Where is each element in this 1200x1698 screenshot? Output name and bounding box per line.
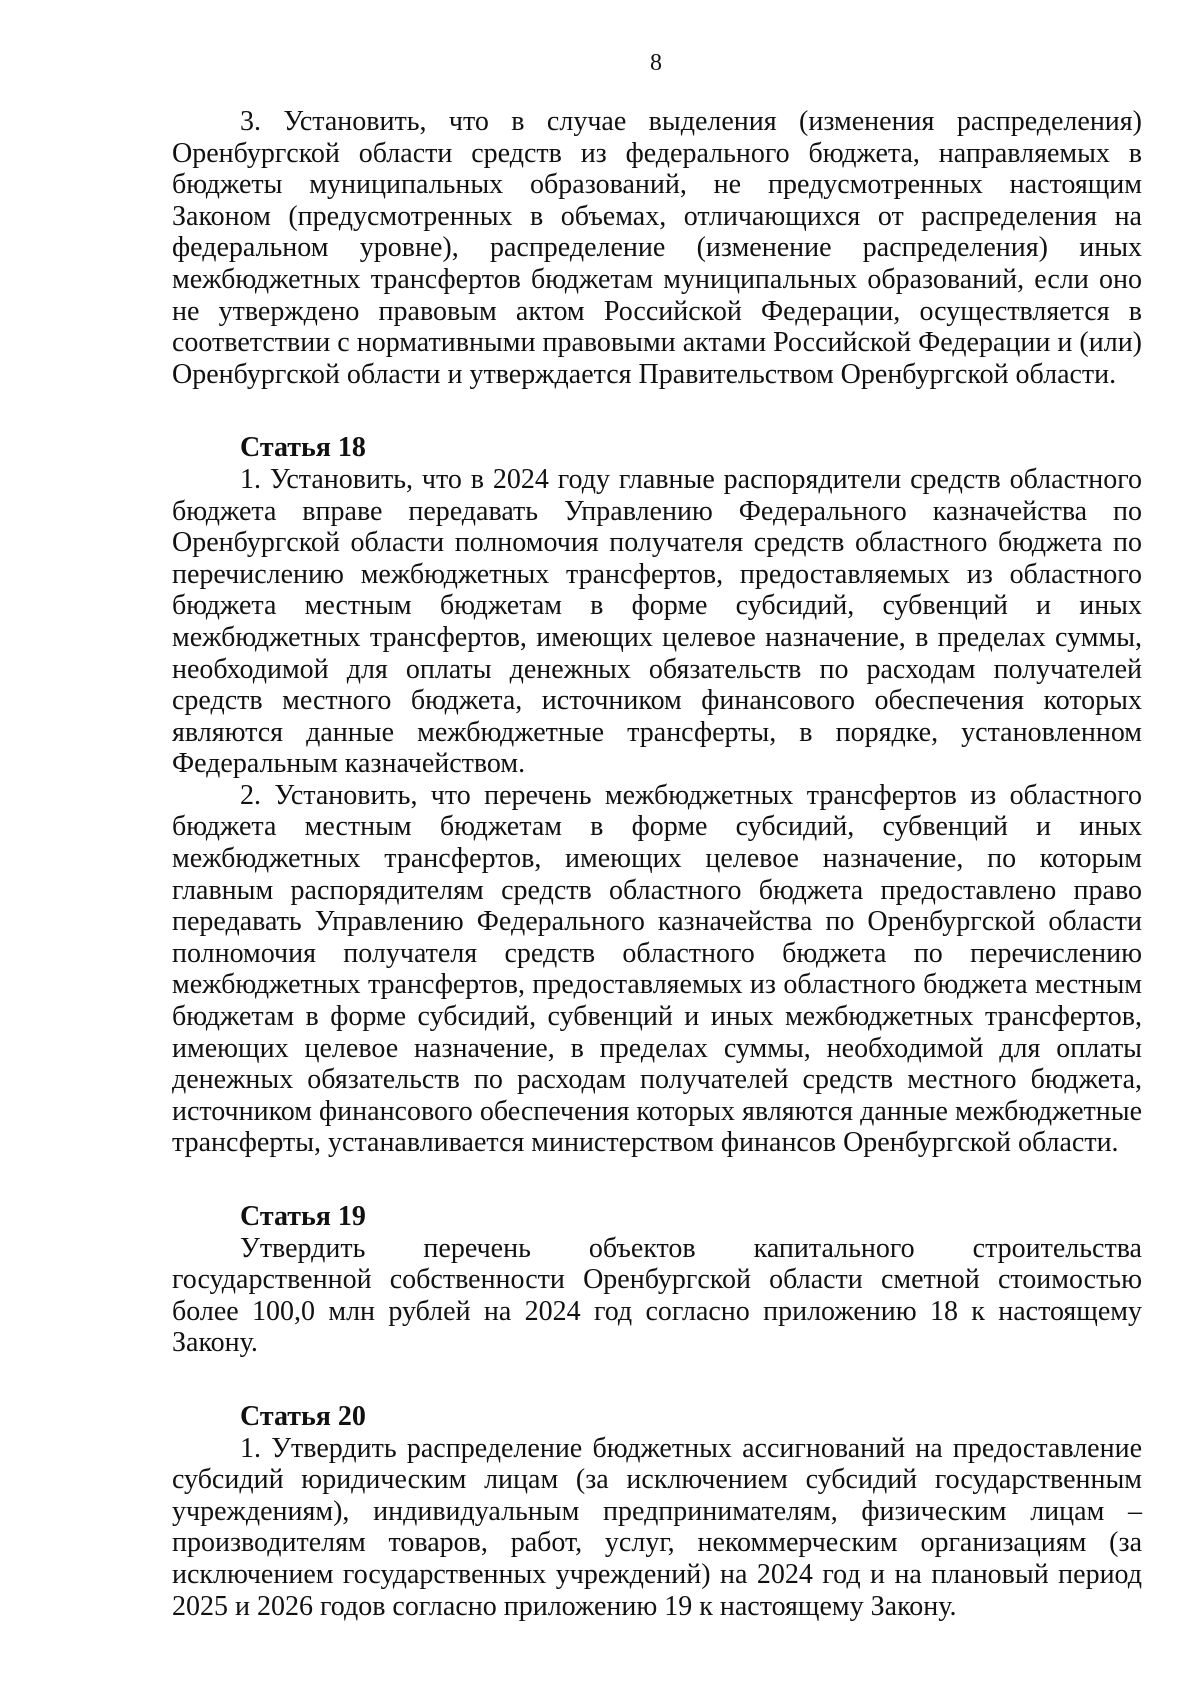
- article-20-heading: Статья 20: [240, 1400, 366, 1432]
- paragraph-article17-item3: 3. Установить, что в случае выделения (изменения распределения) Оренбургской области средств из федерального бюджета, направляемых в бюджеты муниципальных образований, не предусмотренных настоящим Законом (предусмотренных в объемах, отличающихся от распределения на федеральном уровне), распределение (изменение распределения) иных межбюджетных трансфертов бюджетам муниципальных образований, если оно не утверждено правовым актом Российской Федерации, осуществляется в соответствии с нормативными правовыми актами Российской Федерации и (или) Оренбургской области и утверждается Правительством Оренбургской области.: [172, 106, 1142, 390]
- paragraph-article20-item1: 1. Утвердить распределение бюджетных ассигнований на предоставление субсидий юридическим лицам (за исключением субсидий государственным учреждениям), индивидуальным предпринимателям, физическим лицам – производителям товаров, работ, услуг, некоммерческим организациям (за исключением государственных учреждений) на 2024 год и на плановый период 2025 и 2026 годов согласно приложению 19 к настоящему Закону.: [172, 1432, 1142, 1622]
- page-number: 8: [650, 50, 662, 76]
- article-18-heading: Статья 18: [240, 432, 366, 464]
- article-19-heading: Статья 19: [240, 1201, 366, 1232]
- document-body: [172, 106, 1142, 1622]
- paragraph-article18-item2: 2. Установить, что перечень межбюджетных трансфертов из областного бюджета местным бюджетам в форме субсидий, субвенций и иных межбюджетных трансфертов, имеющих целевое назначение, по которым главным распорядителям средств областного бюджета предоставлено право передавать Управлению Федерального казначейства по Оренбургской области полномочия получателя средств областного бюджета по перечислению межбюджетных трансфертов, предоставляемых из областного бюджета местным бюджетам в форме субсидий, субвенций и иных межбюджетных трансфертов, имеющих целевое назначение, в пределах суммы, необходимой для оплаты денежных обязательств по расходам получателей средств местного бюджета, источником финансового обеспечения которых являются данные межбюджетные трансферты, устанавливается министерством финансов Оренбургской области.: [172, 779, 1142, 1159]
- paragraph-article19: Утвердить перечень объектов капитального строительства государственной собственности Оренбургской области сметной стоимостью более 100,0 млн рублей на 2024 год согласно приложению 18 к настоящему Закону.: [172, 1232, 1142, 1359]
- paragraph-article18-item1: 1. Установить, что в 2024 году главные распорядители средств областного бюджета вправе передавать Управлению Федерального казначейства по Оренбургской области полномочия получателя средств областного бюджета по перечислению межбюджетных трансфертов, предоставляемых из областного бюджета местным бюджетам в форме субсидий, субвенций и иных межбюджетных трансфертов, имеющих целевое назначение, в пределах суммы, необходимой для оплаты денежных обязательств по расходам получателей средств местного бюджета, источником финансового обеспечения которых являются данные межбюджетные трансферты, в порядке, установленном Федеральным казначейством.: [172, 463, 1142, 780]
